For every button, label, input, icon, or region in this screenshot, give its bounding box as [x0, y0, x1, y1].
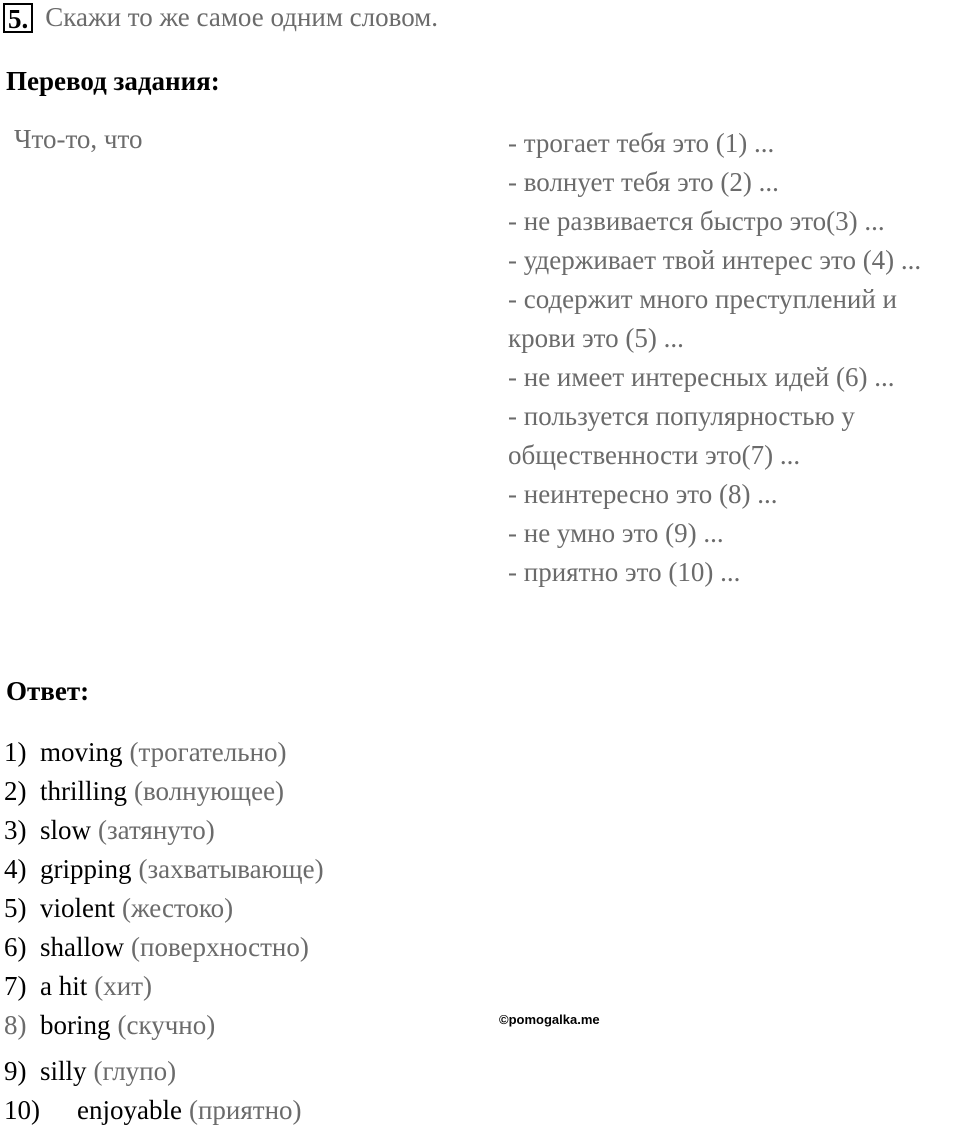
- translation-line: - не умно это (9) ...: [508, 518, 724, 548]
- answer-word: moving: [40, 737, 123, 767]
- translation-lines: [508, 124, 921, 592]
- answer-item: [4, 1006, 324, 1045]
- answer-number: 3): [4, 815, 27, 845]
- answer-word: shallow: [40, 932, 124, 962]
- answer-word: silly: [40, 1056, 87, 1086]
- translation-line: - трогает тебя это (1) ...: [508, 128, 775, 158]
- translation-line: - удерживает твой интерес это (4) ...: [508, 245, 922, 275]
- answer-translation: (захватывающе): [138, 854, 324, 884]
- translation-line: - содержит много преступлений и: [508, 284, 897, 314]
- answer-translation: (поверхностно): [131, 932, 309, 962]
- answer-translation: (затянуто): [98, 815, 215, 845]
- answer-list: [4, 733, 324, 1130]
- answer-item: [4, 733, 324, 772]
- answer-item: [4, 889, 324, 928]
- answer-word: thrilling: [40, 776, 127, 806]
- answer-item: [4, 967, 324, 1006]
- translation-line: крови это (5) ...: [508, 323, 684, 353]
- answer-heading: Ответ:: [6, 676, 90, 706]
- answer-number: 4): [4, 854, 27, 884]
- answer-word: gripping: [40, 854, 132, 884]
- task-number: 5.: [3, 3, 33, 33]
- translation-heading: Перевод задания:: [6, 66, 220, 96]
- answer-item: [4, 811, 324, 850]
- answer-word: enjoyable: [77, 1095, 182, 1125]
- translation-line: - волнует тебя это (2) ...: [508, 167, 779, 197]
- answer-translation: (скучно): [117, 1010, 216, 1040]
- answer-number: 2): [4, 776, 27, 806]
- translation-line: - неинтересно это (8) ...: [508, 479, 778, 509]
- translation-line: - не развивается быстро это(3) ...: [508, 206, 885, 236]
- answer-translation: (хит): [94, 971, 152, 1001]
- watermark: ©pomogalka.me: [499, 1012, 600, 1027]
- task-header: [3, 2, 438, 33]
- answer-item: [4, 772, 324, 811]
- translation-line: - приятно это (10) ...: [508, 557, 741, 587]
- translation-line: - пользуется популярностью у: [508, 401, 855, 431]
- answer-word: boring: [40, 1010, 111, 1040]
- answer-word: slow: [40, 815, 92, 845]
- answer-translation: (жестоко): [122, 893, 234, 923]
- answer-item: [4, 1052, 324, 1091]
- answer-number: 9): [4, 1056, 27, 1086]
- task-instruction: Скажи то же самое одним словом.: [45, 2, 439, 32]
- answer-item: [4, 850, 324, 889]
- answer-number: 5): [4, 893, 27, 923]
- answer-number: 8): [4, 1010, 27, 1040]
- answer-translation: (трогательно): [129, 737, 287, 767]
- answer-word: violent: [40, 893, 115, 923]
- translation-left-text: Что-то, что: [14, 124, 143, 154]
- answer-number: 1): [4, 737, 27, 767]
- answer-word: a hit: [40, 971, 88, 1001]
- answer-item: [4, 1091, 324, 1130]
- answer-translation: (волнующее): [134, 776, 285, 806]
- answer-number: 6): [4, 932, 27, 962]
- translation-line: - не имеет интересных идей (6) ...: [508, 362, 895, 392]
- answer-number: 7): [4, 971, 27, 1001]
- answer-item: [4, 928, 324, 967]
- answer-number: 10): [4, 1095, 40, 1125]
- answer-translation: (глупо): [93, 1056, 177, 1086]
- translation-line: общественности это(7) ...: [508, 440, 801, 470]
- answer-translation: (приятно): [188, 1095, 302, 1125]
